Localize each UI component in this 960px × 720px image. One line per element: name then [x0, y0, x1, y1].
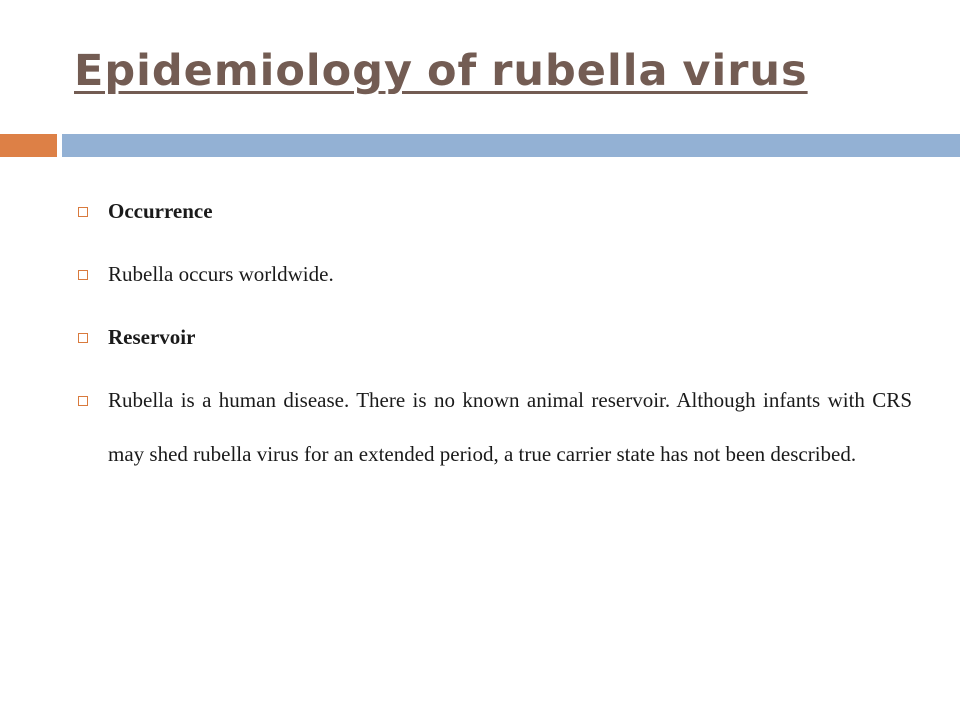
bullet-text: Rubella is a human disease. There is no known animal reservoir. Although infants with CRS may shed rubella virus for an extended period, a true carrier state has not been described.	[108, 388, 912, 466]
bullet-item-occurrence	[74, 184, 912, 238]
hollow-square-bullet-icon	[78, 333, 88, 343]
bullet-item-worldwide	[74, 247, 912, 301]
bullet-text: Reservoir	[108, 325, 196, 349]
accent-bar-orange	[0, 134, 57, 157]
bullet-list	[74, 184, 912, 490]
slide-title: Epidemiology of rubella virus	[74, 46, 808, 96]
hollow-square-bullet-icon	[78, 396, 88, 406]
hollow-square-bullet-icon	[78, 270, 88, 280]
accent-bar-blue	[62, 134, 960, 157]
bullet-text: Rubella occurs worldwide.	[108, 262, 334, 286]
bullet-text: Occurrence	[108, 199, 213, 223]
hollow-square-bullet-icon	[78, 207, 88, 217]
bullet-item-human-disease	[74, 373, 912, 481]
bullet-item-reservoir	[74, 310, 912, 364]
